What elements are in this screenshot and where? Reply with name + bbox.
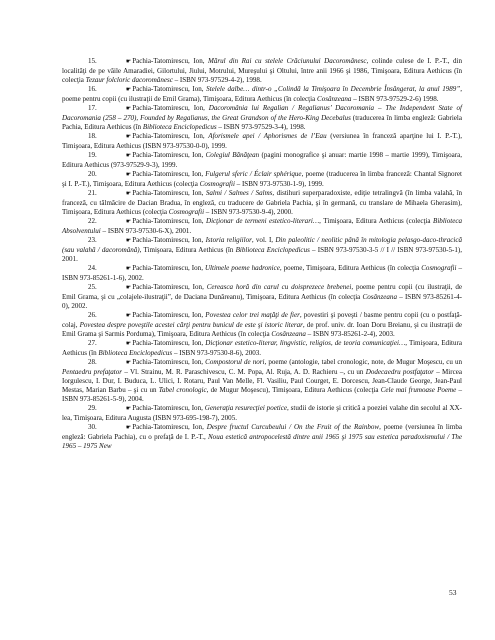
entry-text: – Vl. Strainu, M. R. Paraschivescu, C. M. Popa, Al. Ruja, A. D. Rachieru –, cu un bbox=[122, 368, 366, 376]
entry-text: Pachia-Tatomirescu, Ion, bbox=[132, 404, 205, 412]
entry-text: – ISBN 973-97530-1-9), 1999. bbox=[234, 180, 324, 188]
entry-text: Pachia-Tatomirescu, Ion, bbox=[132, 264, 205, 272]
entry-text: – ISBN 973-97529-3-4), 1998. bbox=[216, 123, 306, 131]
bibliography-entry bbox=[62, 236, 462, 264]
entry-title-text: Cereasca horă din carul cu doisprezece brebenei bbox=[206, 283, 352, 291]
entry-text: – ISBN 973-97529-2-6) 1998. bbox=[351, 95, 439, 103]
entry-title-text: Dodecaedru postfaţator bbox=[365, 368, 434, 376]
entry-title-text: Biblioteca Enciclopedicus bbox=[235, 246, 310, 254]
entry-text: Pachia-Tatomirescu, Ion, bbox=[132, 189, 206, 197]
page-number: 53 bbox=[449, 588, 457, 597]
bibliography-entry bbox=[62, 358, 462, 404]
entry-number: 20. bbox=[88, 170, 97, 178]
entry-title-text: Noua estetică antropocelestă dintre anii 1965 şi 1975 sau estetica paradoxismului / The 1965 – 1975 New bbox=[62, 433, 462, 450]
bibliography-entry bbox=[62, 132, 462, 151]
bibliography-list bbox=[62, 57, 462, 451]
pointing-hand-icon: ☛ bbox=[125, 425, 132, 431]
entry-title-text: Din paleolitic / neolitic până în mitologia pelasgo-daco-thracică (sau valahă / dacoromână) bbox=[62, 236, 463, 254]
entry-number: 18. bbox=[88, 132, 97, 140]
entry-title-text: Mărul din Rai cu stelele Crăciunului Dacoromânesc bbox=[208, 57, 367, 65]
entry-text: – ISBN 973-97529-4-2), 1998. bbox=[172, 76, 262, 84]
entry-title-text: Istoria religiilor bbox=[205, 236, 252, 244]
entry-text: , poeme (antologie, tabel cronologic, note, de Mugur Moşescu, cu un bbox=[264, 358, 463, 366]
entry-text: Pachia-Tatomirescu, Ion, bbox=[132, 151, 206, 159]
entry-text: , de Mugur Moşescu), Timişoara, Editura Aethicus (colecţia bbox=[206, 386, 381, 394]
entry-number: 19. bbox=[88, 151, 97, 159]
bibliography-entry bbox=[62, 264, 462, 283]
entry-title-text: Compostorul de nori bbox=[205, 358, 265, 366]
entry-text: – Mircea Iorgulescu, I. Dur, I. Buduca, L. Ulici, I. Rotaru, Paul Van Melle, Fl. Vasiliu, Paul Courget, E. Dorcescu, Jean-Claude George, Jean-Paul Mestas, Marian Barbu – şi cu un bbox=[62, 368, 462, 394]
bibliography-entry bbox=[62, 170, 462, 189]
entry-title-text: Dacoromânia lui Regalian / Regalianus’ Dacoromania – The Independent State of Dacoromania (258 – 270), Founded by Regalianus, the Great Grandson of the Hero-King Decebalus bbox=[62, 104, 462, 122]
entry-text: , poeme pentru copii (cu ilustraţii, de Emil Grama, şi cu „colajele-ilustraţii”, de Daciana Dunăreanu), Timişoara, Editura Aethicus (în colecţia bbox=[62, 283, 462, 301]
bibliography-entry bbox=[62, 104, 462, 132]
entry-text: Pachia-Tatomirescu, Ion, bbox=[132, 283, 207, 291]
entry-text: , vol. I, bbox=[251, 236, 276, 244]
entry-title-text: Povestea despre poveştile acestei cărţi pentru bunicul de este şi istoric literar bbox=[79, 321, 303, 329]
entry-title-text: Cosmografii bbox=[168, 208, 205, 216]
entry-text: , povestiri şi poveşti / basme pentru copii (cu o postfaţă-colaj, bbox=[62, 311, 462, 329]
entry-title-text: Cosmografii bbox=[421, 264, 457, 272]
pointing-hand-icon: ☛ bbox=[125, 106, 132, 112]
entry-title-text: Dicţionar de termeni estetico-literari… bbox=[205, 217, 320, 225]
pointing-hand-icon: ☛ bbox=[125, 153, 132, 159]
entry-title-text: Salmi / Salmes / Salms bbox=[205, 189, 273, 197]
bibliography-entry bbox=[62, 189, 462, 217]
entry-title-text: Biblioteca Absolventului bbox=[62, 217, 463, 235]
bibliography-entry bbox=[62, 423, 462, 451]
entry-text: Pachia-Tatomirescu, Ion, bbox=[132, 423, 207, 431]
entry-text: Pachia-Tatomirescu, Ion, bbox=[132, 104, 209, 112]
entry-title-text: Tabel cronologic bbox=[158, 386, 207, 394]
bibliography-entry bbox=[62, 311, 462, 339]
entry-number: 22. bbox=[88, 217, 97, 225]
entry-title-text: Aforismele apei / Aphorismes de l’Eau bbox=[208, 132, 327, 140]
entry-title-text: Ultimele poeme hadronice bbox=[204, 264, 280, 272]
entry-text: , distihuri superparadoxiste, ediţie tetralingvă (în limba valahă, în franceză, cu tălmăcire de Dacian Bradua, în engleză, cu traducere de Gabriela Pachia, şi în germană, cu translare de Mihaela Gherasim), Timişoara, Editura Aethicus (colecţia bbox=[62, 189, 462, 216]
entry-title-text: Despre fructul Curcubeului / On the Fruit of the Rainbow bbox=[206, 423, 380, 431]
entry-text: , de prof. univ. dr. Ioan Doru Breianu, şi cu ilustraţii de Emil Grama şi Sarmis Porduma), Timişoara, Editura Aethicus (în colecţia bbox=[62, 321, 463, 338]
entry-text: , colinde culese de I. P.-T., din localităţi de pe văile Amaradiei, Gilortului, Jiului, Motrului, Mureşului şi Oltului, între anii 1966 şi 1986, Timişoara, Editura Aethicus (în colecţia bbox=[62, 57, 462, 84]
entry-text: – ISBN 973-85261-2-4), 2003. bbox=[305, 330, 395, 338]
entry-title-text: Generaţia resurecţiei poetice bbox=[204, 404, 288, 412]
entry-number: 15. bbox=[88, 57, 97, 65]
bibliography-entry bbox=[62, 283, 462, 311]
entry-title-text: Biblioteca Enciclopedicus bbox=[98, 349, 173, 357]
entry-title-text: Fulgerul sferic / Éclair sphérique bbox=[205, 170, 302, 178]
entry-number: 24. bbox=[88, 264, 97, 272]
entry-text: – ISBN 973-97530-3-5 // I // ISBN 973-97530-5-1), 2001. bbox=[62, 246, 462, 263]
entry-text: , Timişoara, Editura Aethicus (în bbox=[62, 339, 462, 357]
entry-number: 25. bbox=[88, 283, 97, 291]
entry-title-text: Cosânzeana bbox=[362, 293, 397, 301]
entry-number: 28. bbox=[88, 358, 97, 366]
entry-text: Pachia-Tatomirescu, Ion, bbox=[132, 170, 206, 178]
entry-text: , poeme (traducerea în limba franceză: Chantal Signoret şi I. P.-T.), Timişoara, Editura Aethicus (colecţia bbox=[62, 170, 462, 188]
entry-title-text: Cosânzeana bbox=[271, 330, 306, 338]
entry-text: Pachia-Tatomirescu, Ion, bbox=[132, 57, 208, 65]
entry-title-text: Biblioteca Enciclopedicus bbox=[142, 123, 217, 131]
entry-text: Pachia-Tatomirescu, Ion, bbox=[132, 358, 206, 366]
entry-title-text: Colegiul Bănăţean bbox=[205, 151, 260, 159]
pointing-hand-icon: ☛ bbox=[125, 341, 132, 347]
pointing-hand-icon: ☛ bbox=[125, 285, 132, 291]
entry-text: , studii de istorie şi critică a poeziei valahe din secolul al XX-lea, Timişoara, Editura Augusta (ISBN 973-695-198-7), 2005. bbox=[62, 404, 462, 422]
bibliography-entry bbox=[62, 57, 462, 85]
pointing-hand-icon: ☛ bbox=[125, 172, 132, 178]
pointing-hand-icon: ☛ bbox=[125, 266, 132, 272]
entry-text: Pachia-Tatomirescu, Ion, bbox=[132, 132, 209, 140]
entry-title-text: Pentaedru prefaţator bbox=[62, 368, 122, 376]
entry-title-text: Tezaur folcloric dacoromânesc bbox=[85, 76, 173, 84]
entry-text: – ISBN 973-97530-8-6), 2003. bbox=[172, 349, 262, 357]
entry-number: 26. bbox=[88, 311, 97, 319]
entry-title-text: Dicţionar estetico-literar, lingvistic, religios, de teoria comunicaţiei… bbox=[205, 339, 406, 347]
entry-text: , Timişoara, Editura Aethicus (în bbox=[139, 246, 236, 254]
entry-text: Pachia-Tatomirescu, Ion, bbox=[132, 217, 206, 225]
pointing-hand-icon: ☛ bbox=[125, 360, 132, 366]
bibliography-entry bbox=[62, 217, 462, 236]
entry-number: 29. bbox=[88, 404, 97, 412]
pointing-hand-icon: ☛ bbox=[125, 134, 132, 140]
entry-title-text: Povestea celor trei maţăţi de fier bbox=[205, 311, 300, 319]
entry-number: 16. bbox=[88, 85, 97, 93]
bibliography-entry bbox=[62, 85, 462, 104]
pointing-hand-icon: ☛ bbox=[125, 219, 132, 225]
entry-text: – ISBN 973-85261-1-6), 2002. bbox=[62, 264, 462, 282]
entry-text: – ISBN 973-97530-9-4), 2000. bbox=[204, 208, 293, 216]
entry-text: Pachia-Tatomirescu, Ion, bbox=[132, 311, 206, 319]
entry-title-text: Cosânzeana bbox=[317, 95, 352, 103]
pointing-hand-icon: ☛ bbox=[125, 59, 132, 65]
entry-text: , Timişoara, Editura Aethicus (colecţia bbox=[319, 217, 434, 225]
bibliography-entry bbox=[62, 339, 462, 358]
pointing-hand-icon: ☛ bbox=[125, 313, 132, 319]
entry-text: – ISBN 973-85261-5-9), 2004. bbox=[62, 386, 462, 403]
entry-text: , poeme, Timişoara, Editura Aethicus (în colecţia bbox=[279, 264, 422, 272]
pointing-hand-icon: ☛ bbox=[125, 191, 132, 197]
entry-number: 30. bbox=[88, 423, 97, 431]
entry-title-text: Cele mai frumoase Poeme bbox=[380, 386, 457, 394]
entry-text: Pachia-Tatomirescu, Ion, bbox=[132, 236, 206, 244]
pointing-hand-icon: ☛ bbox=[125, 406, 132, 412]
entry-title-text: Cosmografii bbox=[199, 180, 235, 188]
entry-title-text: Stelele dalbe… dintr-o „Colindă la Timişoara în Decembrie Însângerat, la anul 1989” bbox=[206, 85, 461, 93]
entry-number: 17. bbox=[88, 104, 97, 112]
entry-number: 23. bbox=[88, 236, 97, 244]
entry-text: (pagini monografice şi anuar: martie 1998 – martie 1999), Timişoara, Editura Aethicus (973-97529-9-3), 1999. bbox=[62, 151, 462, 169]
pointing-hand-icon: ☛ bbox=[125, 238, 132, 244]
entry-text: Pachia-Tatomirescu, Ion, bbox=[132, 85, 207, 93]
entry-text: , poeme (versiunea în limba engleză: Gabriela Pachia), cu o prefaţă de I. P.-T., bbox=[62, 423, 462, 441]
bibliography-entry bbox=[62, 151, 462, 170]
entry-text: Pachia-Tatomirescu, Ion, bbox=[132, 339, 206, 347]
entry-text: (versiunea în franceză aparţine lui I. P.-T.), Timişoara, Editura Aethicus (ISBN 973-97530-0-0), 1999. bbox=[62, 132, 462, 150]
pointing-hand-icon: ☛ bbox=[125, 87, 132, 93]
entry-number: 27. bbox=[88, 339, 97, 347]
entry-number: 21. bbox=[88, 189, 97, 197]
bibliography-entry bbox=[62, 404, 462, 423]
entry-text: (traducerea în limba engleză: Gabriela Pachia, Editura Aethicus (în bbox=[62, 114, 462, 131]
entry-text: – ISBN 973-85261-4-0), 2002. bbox=[62, 293, 462, 310]
entry-text: – ISBN 973-97530-6-X), 2001. bbox=[100, 227, 192, 235]
entry-text: , poeme pentru copii (cu ilustraţii de Emil Grama), Timişoara, Editura Aethicus (în colecţia bbox=[62, 85, 462, 103]
